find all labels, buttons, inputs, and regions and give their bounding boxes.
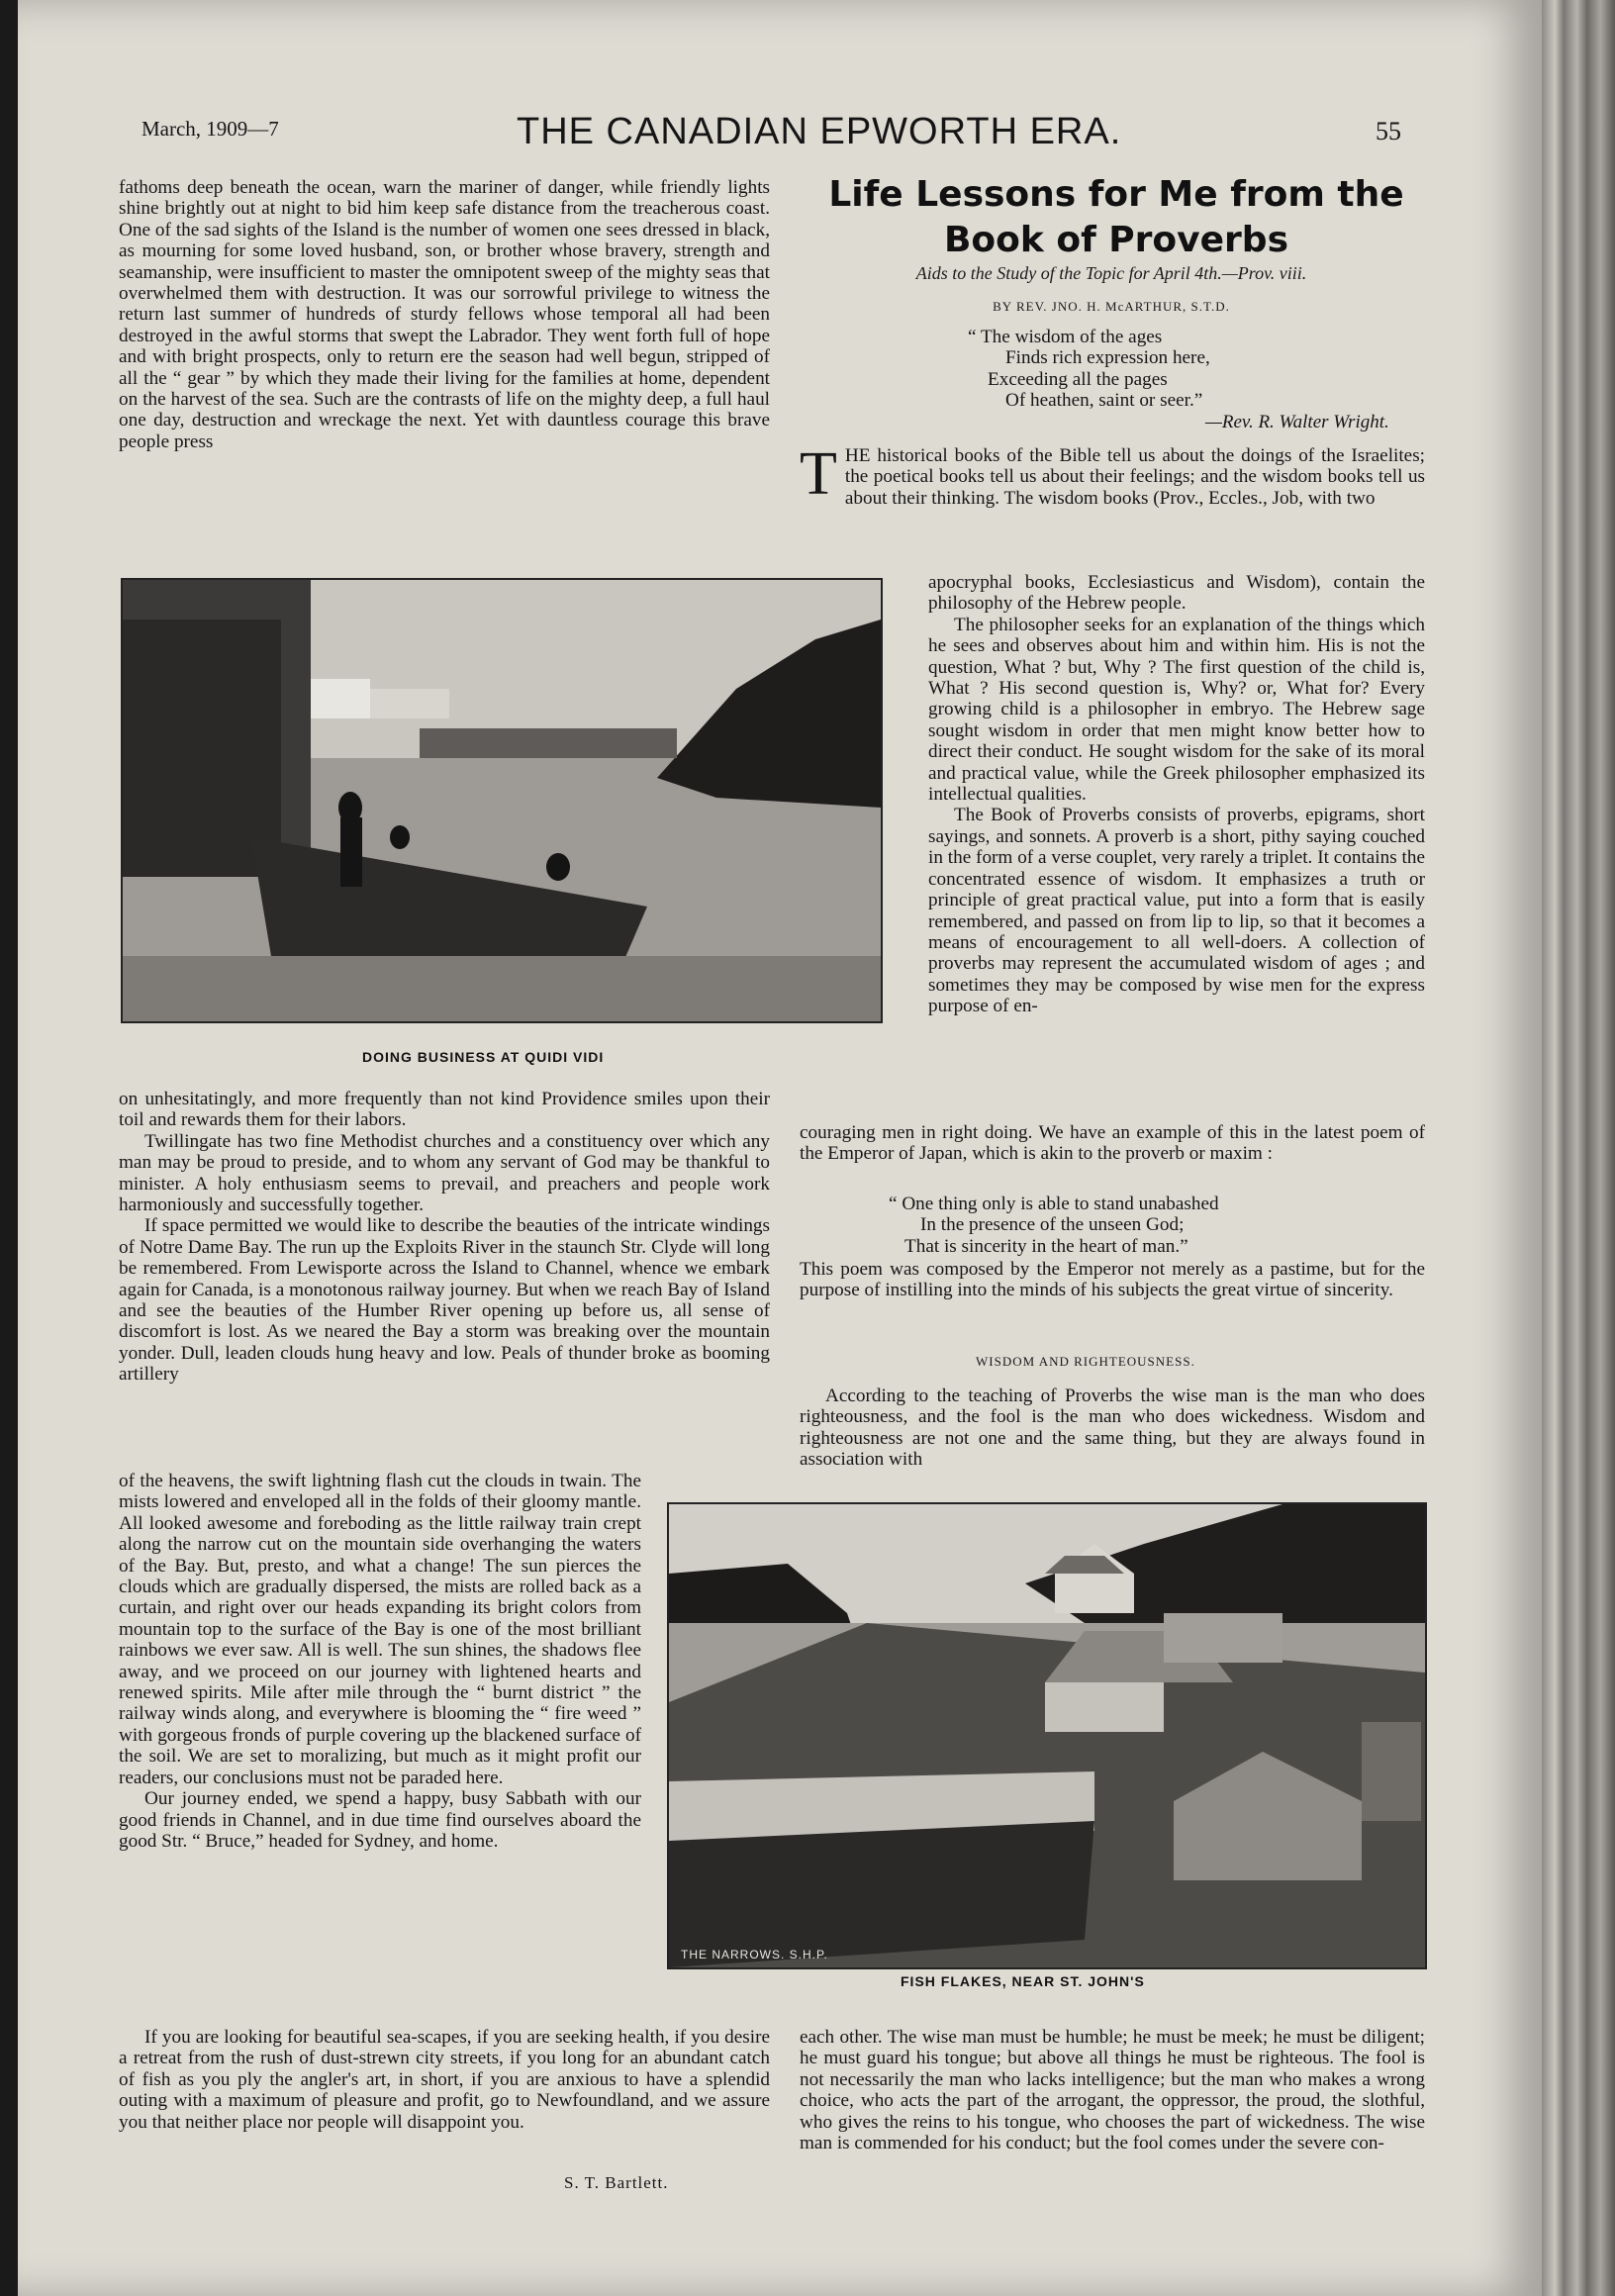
paragraph: of the heavens, the swift lightning flash cut the clouds in twain. The mists lowered and enveloped all in the folds of their gloomy mantle. All looked awesome and foreboding as the little railway train crept along the narrow cut on the mountain side overhanging the waters of the Bay. But, presto, and what a change! The sun pierces the clouds which are gradually dispersed, the mists are rolled back as a curtain, and right over our heads expanding its bright colors from mountain top to the surface of the Bay is one of the most brilliant rainbows we ever saw. All is well. The sun shines, the shadows flee away, and we proceed on our journey with lightened hearts and renewed spirits. Mile after mile through the “ burnt district ” the railway winds along, and everywhere is blooming the “ fire weed ” with gorgeous fronds of purple covering up the blackened surface of the soil. We are set to moralizing, but much as it might profit our readers, our conclusions must not be paraded here. [119, 1471, 641, 1788]
epigraph-line: Exceeding all the pages [988, 368, 1168, 390]
paragraph: on unhesitatingly, and more frequently than not kind Providence smiles upon their toil and rewards them for their labors. [119, 1089, 770, 1131]
article-intro [800, 440, 1425, 509]
section-subhead: WISDOM AND RIGHTEOUSNESS. [976, 1354, 1195, 1369]
page-number: 55 [1376, 117, 1401, 145]
poem-line: That is sincerity in the heart of man.” [904, 1235, 1188, 1257]
book-page-edges [1542, 0, 1615, 2296]
left-column-top [119, 177, 770, 452]
paragraph: If space permitted we would like to describe the beauties of the intricate windings of Notre Dame Bay. The run up the Exploits River in the staunch Str. Clyde will long be remembered. From Lewisporte across the Island to Channel, whence we embark again for Canada, is a monotonous railway journey. But when we reach Bay of Island and see the beauties of the Humber River opening up before us, all sense of discomfort is lost. As we neared the Bay a storm was breaking over the mountain yonder. Dull, leaden clouds hung heavy and low. Peals of thunder broke as booming artillery [119, 1215, 770, 1386]
photo-fish-flakes [667, 1502, 1427, 1969]
epigraph-line: “ The wisdom of the ages [968, 327, 1163, 347]
study-aids-line: Aids to the Study of the Topic for April 4th.—Prov. viii. [915, 263, 1307, 283]
epigraph-line: Of heathen, saint or seer.” [1005, 390, 1203, 412]
paragraph: couraging men in right doing. We have an example of this in the latest poem of the Emperor of Japan, which is akin to the proverb or maxim : [800, 1122, 1425, 1165]
fish-flakes-photo-illustration [669, 1504, 1425, 1967]
paragraph: fathoms deep beneath the ocean, warn the mariner of danger, while friendly lights shine brightly out at night to bid him keep safe distance from the treacherous coast. One of the sad sights of the Island is the number of women one sees dressed in black, as mourning for some loved husband, son, or brother whose bravery, strength and seamanship, were insufficient to master the omnipotent sweep of the mighty seas that overwhelmed them with destruction. It was our sorrowful privilege to witness the return last summer of hundreds of sturdy fellows whose temporal all had been destroyed in the awful storms that swept the Labrador. They went forth full of hope and with bright prospects, only to return ere the season had well begun, stripped of all the “ gear ” by which they made their living for the families at home, dependent on the harvest of the sea. Such are the contrasts of life on the mighty deep, a full haul one day, destruction and wreckage the next. Yet with dauntless courage this brave people press [119, 177, 770, 452]
left-column-narrow [119, 1471, 641, 1852]
japan-poem [889, 1194, 1403, 1257]
paragraph: Twillingate has two fine Methodist churches and a constituency over which any man may be proud to preside, and to whom any servant of God may be thankful to minister. A holy enthusiasm seems to prevail, and preachers and people work harmoniously and successfully together. [119, 1130, 770, 1216]
article-title [809, 172, 1423, 263]
article-narrow-column [928, 572, 1425, 1017]
poem-line: “ One thing only is able to stand unabashed [889, 1194, 1219, 1214]
paragraph: The philosopher seeks for an explanation of the things which he sees and observes about him and within him. His is not the question, What ? but, Why ? The first question of the child is, What ? His second question is, Why? or, What for? Every growing child is a philosopher in embryo. The Hebrew sage sought wisdom in order that men might know better how to direct their conduct. He sought wisdom for the sake of its moral and practical value, while the Greek philosopher emphasized its intellectual qualities. [928, 614, 1425, 806]
photo-quidi-vidi [121, 578, 883, 1023]
paragraph: According to the teaching of Proverbs the wise man is the man who does righteousness, and the fool is the man who does wickedness. Wisdom and righteousness are not one and the same thing, but they are always found in association with [800, 1386, 1425, 1471]
byline: BY REV. JNO. H. McARTHUR, S.T.D. [993, 299, 1230, 314]
epigraph-line: Finds rich expression here, [1005, 347, 1210, 369]
poem-line: In the presence of the unseen God; [920, 1214, 1185, 1236]
article-title-line: Life Lessons for Me from the [828, 174, 1404, 215]
author-signature: S. T. Bartlett. [564, 2173, 669, 2192]
left-column-bottom [119, 1089, 770, 1386]
harbour-photo-illustration [123, 580, 881, 1021]
paragraph: HE historical books of the Bible tell us about the doings of the Israelites; the poetical books tell us about their feelings; and the wisdom books tell us about their thinking. The wisdom books (Prov., Eccles., Job, with two [844, 445, 1425, 509]
paragraph: Our journey ended, we spend a happy, busy Sabbath with our good friends in Channel, and in due time find ourselves aboard the good Str. “ Bruce,” headed for Sydney, and home. [119, 1788, 641, 1852]
photo-caption: FISH FLAKES, NEAR ST. JOHN'S [901, 1973, 1145, 1989]
drop-cap: T [800, 440, 837, 508]
magazine-page [18, 0, 1542, 2296]
paragraph: apocryphal books, Ecclesiasticus and Wisdom), contain the philosophy of the Hebrew people. [928, 572, 1425, 615]
photo-caption: DOING BUSINESS AT QUIDI VIDI [362, 1049, 605, 1065]
photo-overlay-label: THE NARROWS. S.H.P. [681, 1948, 828, 1961]
paragraph: If you are looking for beautiful sea-scapes, if you are seeking health, if you desire a retreat from the rush of dust-strewn city streets, if you long for an abundant catch of fish as you ply the angler's art, in short, if you are anxious to have a splendid outing with a maximum of pleasure and profit, go to Newfoundland, and we assure you that neither place nor people will disappoint you. [119, 2027, 770, 2133]
article-para4 [800, 1259, 1425, 1301]
article-wide-continuation [800, 1122, 1425, 1165]
article-title-line: Book of Proverbs [943, 220, 1288, 260]
article-para6 [800, 2027, 1425, 2153]
paragraph: The Book of Proverbs consists of proverbs, epigrams, short sayings, and sonnets. A proverb is a short, pithy saying couched in the form of a verse couplet, very rarely a triplet. It contains the concentrated essence of wisdom. It emphasizes a truth or principle of great practical value, put into a form that is easily remembered, and passed on from lip to lip, so that it becomes a means of encouragement to all well-doers. A collection of proverbs may represent the accumulated wisdom of ages ; and sometimes they may be composed by wise men for the express purpose of en- [928, 805, 1425, 1017]
paragraph: each other. The wise man must be humble; he must be meek; he must be diligent; he must guard his tongue; but above all things he must be righteous. The fool is not necessarily the man who lacks intelligence; but the man who makes a wrong choice, who acts the part of the arrogant, the oppressor, the proud, the slothful, who gives the reins to his tongue, who chooses the part of wickedness. The wise man is commended for his conduct; but the fool comes under the severe con- [800, 2027, 1425, 2154]
epigraph [968, 327, 1423, 412]
journal-title: THE CANADIAN EPWORTH ERA. [517, 111, 1122, 152]
paragraph: This poem was composed by the Emperor not merely as a pastime, but for the purpose of instilling into the minds of his subjects the great virtue of sincerity. [800, 1259, 1425, 1301]
article-para5 [800, 1386, 1425, 1471]
epigraph-author: —Rev. R. Walter Wright. [1205, 412, 1389, 432]
left-column-end [119, 2027, 770, 2133]
issue-date: March, 1909—7 [142, 117, 279, 141]
